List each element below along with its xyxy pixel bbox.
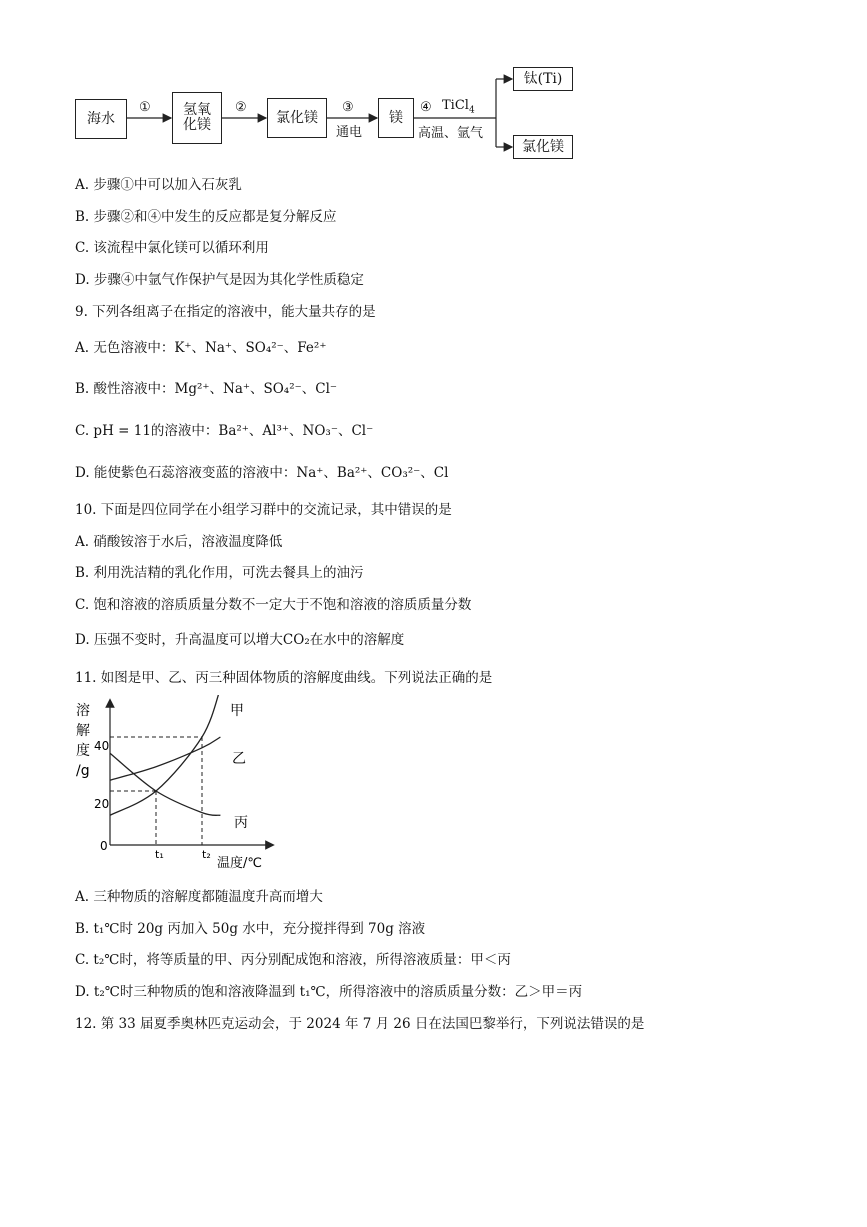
q9-option-b: B. 酸性溶液中：Mg²⁺、Na⁺、SO₄²⁻、Cl⁻	[75, 381, 338, 397]
x-axis-label: 温度/℃	[217, 856, 262, 870]
y-tick-40: 40	[94, 739, 110, 753]
flow-box-mgcl2-out: 氯化镁	[513, 135, 573, 159]
q10-stem: 10. 下面是四位同学在小组学习群中的交流记录，其中错误的是	[75, 502, 452, 518]
flow-box-mg-hydroxide-line1: 氢氧	[183, 102, 211, 118]
y-label-4: /g	[76, 763, 90, 779]
q10-option-b: B. 利用洗洁精的乳化作用，可洗去餐具上的油污	[75, 565, 364, 581]
step3-label: ③	[342, 100, 354, 115]
flow-box-mgcl2: 氯化镁	[267, 98, 327, 138]
q9-option-a: A. 无色溶液中：K⁺、Na⁺、SO₄²⁻、Fe²⁺	[75, 340, 327, 356]
step1-label: ①	[139, 100, 151, 115]
step4-condition: 高温、氩气	[418, 126, 484, 141]
q9-option-d: D. 能使紫色石蕊溶液变蓝的溶液中：Na⁺、Ba²⁺、CO₃²⁻、Cl	[75, 465, 449, 481]
y-label-3: 度	[76, 743, 90, 759]
q9-option-c: C. pH = 11的溶液中：Ba²⁺、Al³⁺、NO₃⁻、Cl⁻	[75, 423, 374, 439]
q8-option-d: D. 步骤④中氩气作保护气是因为其化学性质稳定	[75, 272, 364, 288]
q10-option-c: C. 饱和溶液的溶质质量分数不一定大于不饱和溶液的溶质质量分数	[75, 597, 472, 613]
step4-reagent-subscript: 4	[468, 105, 475, 116]
curve-bing	[110, 753, 220, 815]
flow-box-mg: 镁	[378, 98, 414, 138]
q11-option-d: D. t₂℃时三种物质的饱和溶液降温到 t₁℃，所得溶液中的溶质质量分数：乙＞甲＝丙	[75, 984, 583, 1000]
y-tick-0: 0	[100, 839, 108, 853]
curve-yi	[110, 737, 220, 780]
solubility-chart	[70, 695, 280, 870]
flow-box-seawater: 海水	[75, 99, 127, 139]
series-label-jia: 甲	[230, 703, 244, 719]
y-tick-20: 20	[94, 797, 110, 811]
q11-option-b: B. t₁℃时 20g 丙加入 50g 水中，充分搅拌得到 70g 溶液	[75, 921, 426, 937]
step4-reagent-formula: TiCl	[442, 98, 469, 113]
flow-arrows	[0, 0, 867, 200]
y-label-2: 解	[76, 723, 90, 739]
x-tick-t2: t₂	[202, 848, 211, 861]
q9-stem: 9. 下列各组离子在指定的溶液中，能大量共存的是	[75, 304, 376, 320]
q10-option-d: D. 压强不变时，升高温度可以增大CO₂在水中的溶解度	[75, 632, 405, 648]
step2-label: ②	[235, 100, 247, 115]
q11-option-a: A. 三种物质的溶解度都随温度升高而增大	[75, 889, 323, 905]
series-label-yi: 乙	[232, 751, 246, 767]
q12-stem: 12. 第 33 届夏季奥林匹克运动会，于 2024 年 7 月 26 日在法国巴黎举行，下列说法错误的是	[75, 1016, 645, 1032]
flow-box-mg-hydroxide-line2: 化镁	[183, 117, 211, 133]
q8-option-c: C. 该流程中氯化镁可以循环利用	[75, 240, 269, 256]
flow-box-ti: 钛(Ti)	[513, 67, 573, 91]
step4-label: ④	[420, 100, 432, 115]
q11-option-c: C. t₂℃时，将等质量的甲、丙分别配成饱和溶液，所得溶液质量：甲＜丙	[75, 952, 511, 968]
q10-option-a: A. 硝酸铵溶于水后，溶液温度降低	[75, 534, 283, 550]
q8-option-a: A. 步骤①中可以加入石灰乳	[75, 177, 242, 193]
x-tick-t1: t₁	[155, 848, 164, 861]
step3-condition: 通电	[336, 125, 363, 140]
step4-reagent	[442, 98, 475, 116]
curve-jia	[110, 695, 220, 815]
q11-stem: 11. 如图是甲、乙、丙三种固体物质的溶解度曲线。下列说法正确的是	[75, 670, 493, 686]
q8-option-b: B. 步骤②和④中发生的反应都是复分解反应	[75, 209, 337, 225]
y-label-1: 溶	[76, 703, 90, 719]
series-label-bing: 丙	[234, 815, 248, 831]
